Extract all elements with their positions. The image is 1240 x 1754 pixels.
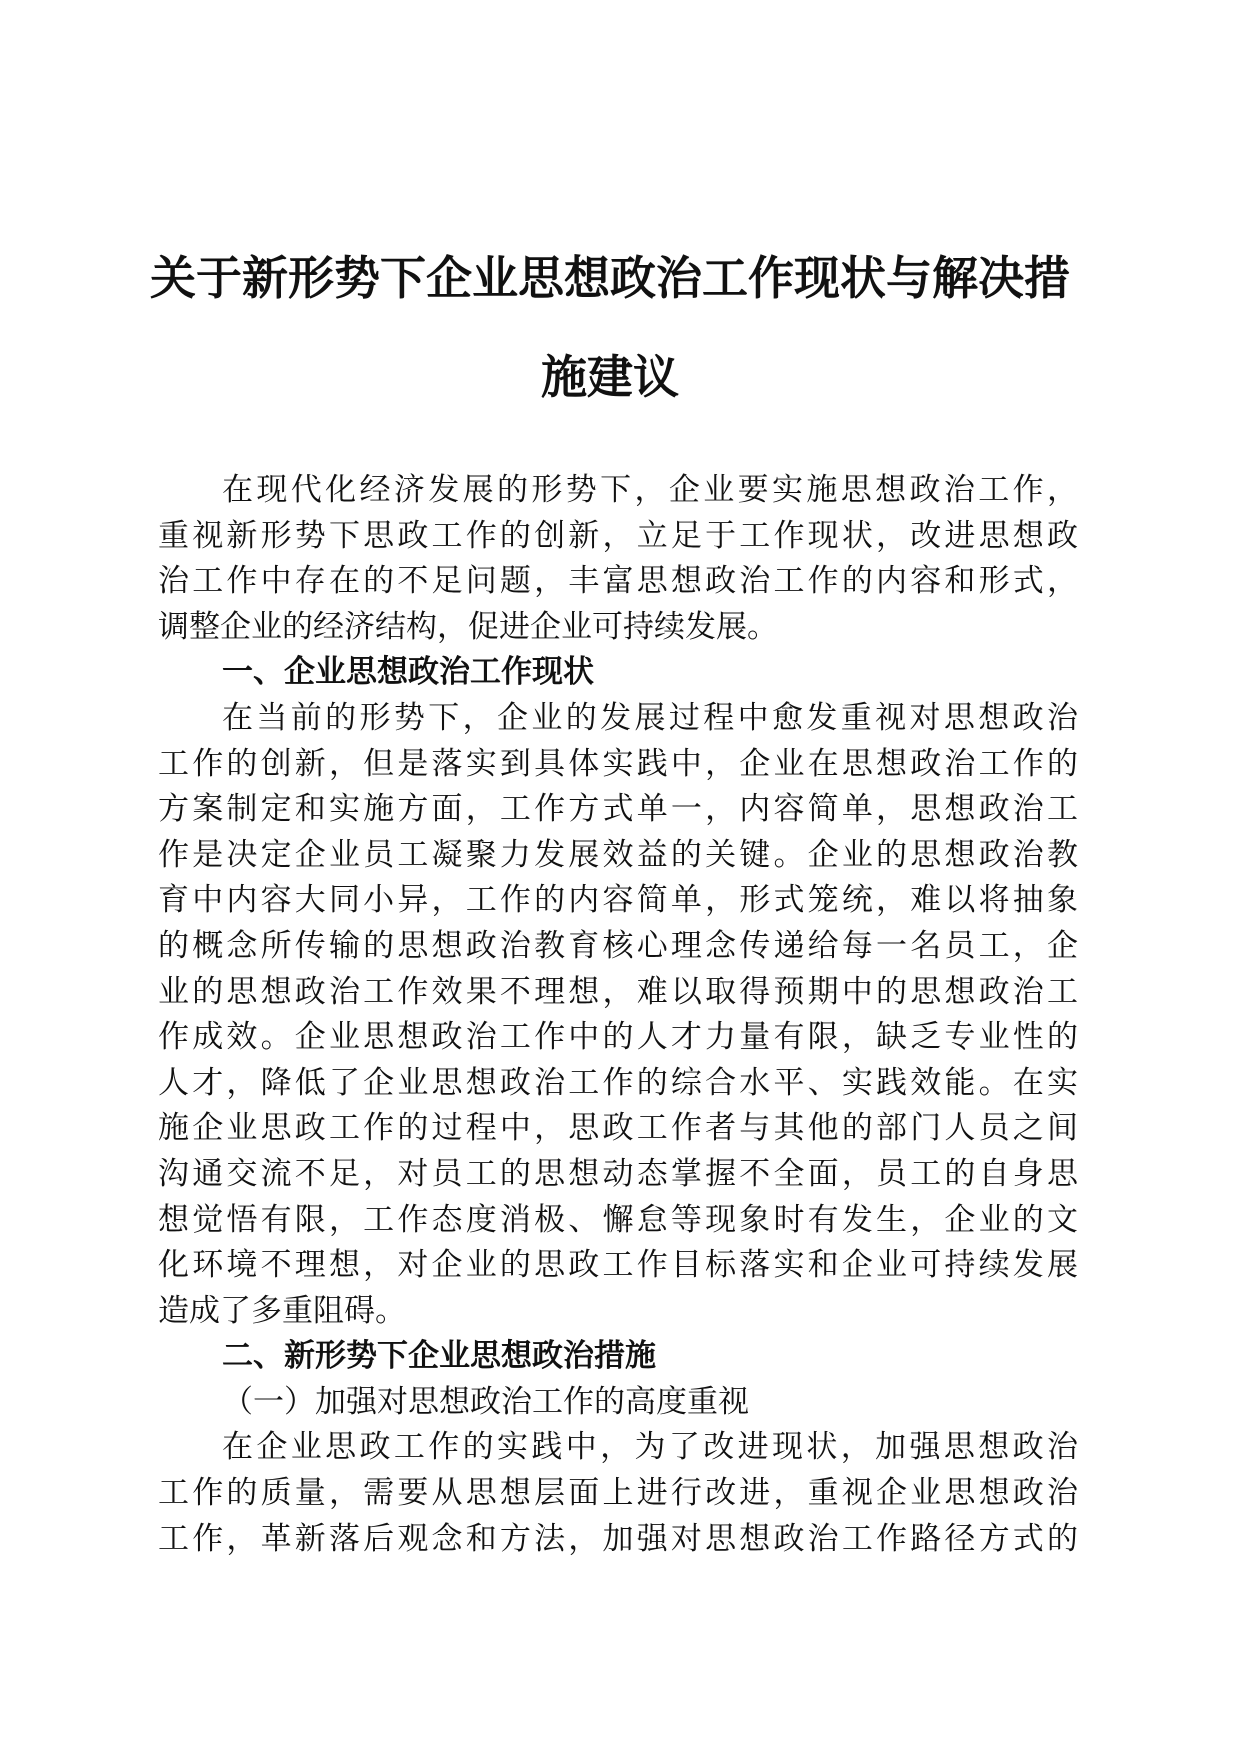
section-heading: 一、企业思想政治工作现状 — [222, 654, 594, 691]
section-heading: 二、新形势下企业思想政治措施 — [222, 1338, 656, 1375]
body-line: 人才，降低了企业思想政治工作的综合水平、实践效能。在实 — [158, 1064, 1078, 1101]
paragraph-last-line: 造成了多重阻碍。 — [158, 1292, 406, 1329]
body-line: 业的思想政治工作效果不理想，难以取得预期中的思想政治工 — [158, 973, 1078, 1010]
body-line: 的概念所传输的思想政治教育核心理念传递给每一名员工，企 — [158, 927, 1078, 964]
paragraph-last-line: 调整企业的经济结构，促进企业可持续发展。 — [158, 608, 778, 645]
body-line: 重视新形势下思政工作的创新，立足于工作现状，改进思想政 — [158, 517, 1078, 554]
body-line: 育中内容大同小异，工作的内容简单，形式笼统，难以将抽象 — [158, 882, 1078, 919]
document-title-line-1: 关于新形势下企业思想政治工作现状与解决措 — [150, 251, 1070, 305]
subsection-heading: （一）加强对思想政治工作的高度重视 — [222, 1383, 749, 1420]
body-line: 治工作中存在的不足问题，丰富思想政治工作的内容和形式， — [158, 563, 1078, 600]
body-line: 作是决定企业员工凝聚力发展效益的关键。企业的思想政治教 — [158, 836, 1078, 873]
paragraph-first-line: 在当前的形势下，企业的发展过程中愈发重视对思想政治 — [222, 699, 1078, 736]
document-body — [158, 468, 1078, 1562]
body-line: 工作的质量，需要从思想层面上进行改进，重视企业思想政治 — [158, 1475, 1078, 1512]
body-line: 方案制定和实施方面，工作方式单一，内容简单，思想政治工 — [158, 791, 1078, 828]
document-title-line-2: 施建议 — [541, 350, 679, 404]
body-line: 施企业思政工作的过程中，思政工作者与其他的部门人员之间 — [158, 1110, 1078, 1147]
body-line: 想觉悟有限，工作态度消极、懈怠等现象时有发生，企业的文 — [158, 1201, 1078, 1238]
body-line: 工作的创新，但是落实到具体实践中，企业在思想政治工作的 — [158, 745, 1078, 782]
body-line: 化环境不理想，对企业的思政工作目标落实和企业可持续发展 — [158, 1247, 1078, 1284]
body-line: 沟通交流不足，对员工的思想动态掌握不全面，员工的自身思 — [158, 1155, 1078, 1192]
paragraph-first-line: 在企业思政工作的实践中，为了改进现状，加强思想政治 — [222, 1429, 1078, 1466]
paragraph-first-line: 在现代化经济发展的形势下，企业要实施思想政治工作， — [222, 472, 1078, 508]
body-line: 工作，革新落后观念和方法，加强对思想政治工作路径方式的 — [158, 1520, 1078, 1557]
body-line: 作成效。企业思想政治工作中的人才力量有限，缺乏专业性的 — [158, 1019, 1078, 1056]
